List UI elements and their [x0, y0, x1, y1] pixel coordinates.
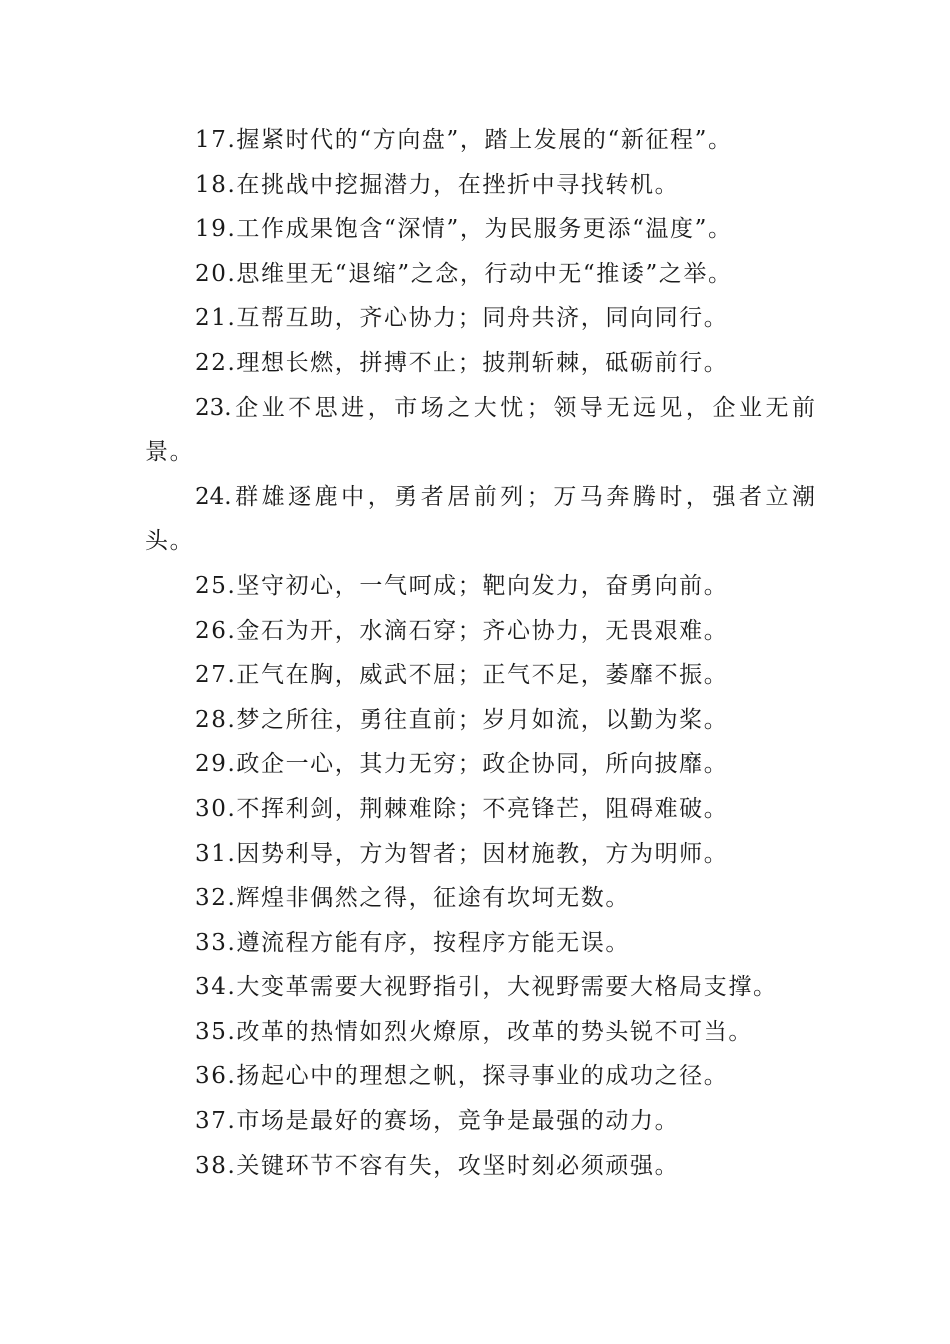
slogan-19: 19.工作成果饱含“深情”，为民服务更添“温度”。	[195, 216, 733, 243]
slogan-20: 20.思维里无“退缩”之念，行动中无“推诿”之举。	[195, 260, 733, 287]
slogan-26: 26.金石为开，水滴石穿；齐心协力，无畏艰难。	[195, 617, 729, 644]
slogan-35: 35.改革的热情如烈火燎原，改革的势头锐不可当。	[195, 1018, 753, 1045]
slogan-18: 18.在挑战中挖掘潜力，在挫折中寻找转机。	[195, 171, 680, 198]
slogan-23: 23.企业不思进，市场之大忧；领导无远见，企业无前	[195, 394, 815, 421]
slogan-23-continuation: 景。	[145, 439, 195, 466]
slogan-37: 37.市场是最好的赛场，竞争是最强的动力。	[195, 1108, 680, 1135]
slogan-27: 27.正气在胸，威武不屈；正气不足，萎靡不振。	[195, 662, 729, 689]
slogan-31: 31.因势利导，方为智者；因材施教，方为明师。	[195, 840, 729, 867]
slogan-22: 22.理想长燃，拼搏不止；披荆斩棘，砥砺前行。	[195, 349, 729, 376]
slogan-24-continuation: 头。	[145, 528, 195, 555]
slogan-21: 21.互帮互助，齐心协力；同舟共济，同向同行。	[195, 305, 729, 332]
slogan-33: 33.遵流程方能有序，按程序方能无误。	[195, 929, 630, 956]
slogan-list	[145, 118, 815, 1188]
slogan-17: 17.握紧时代的“方向盘”，踏上发展的“新征程”。	[195, 127, 733, 153]
slogan-28: 28.梦之所往，勇往直前；岁月如流，以勤为桨。	[195, 706, 729, 733]
slogan-34: 34.大变革需要大视野指引，大视野需要大格局支撑。	[195, 974, 778, 1001]
slogan-38: 38.关键环节不容有失，攻坚时刻必须顽强。	[195, 1152, 680, 1179]
slogan-29: 29.政企一心，其力无穷；政企协同，所向披靡。	[195, 751, 729, 778]
slogan-25: 25.坚守初心，一气呵成；靶向发力，奋勇向前。	[195, 572, 729, 599]
slogan-30: 30.不挥利剑，荆棘难除；不亮锋芒，阻碍难破。	[195, 795, 729, 822]
slogan-24: 24.群雄逐鹿中，勇者居前列；万马奔腾时，强者立潮	[195, 483, 815, 510]
slogan-32: 32.辉煌非偶然之得，征途有坎坷无数。	[195, 885, 630, 912]
slogan-36: 36.扬起心中的理想之帆，探寻事业的成功之径。	[195, 1063, 729, 1090]
